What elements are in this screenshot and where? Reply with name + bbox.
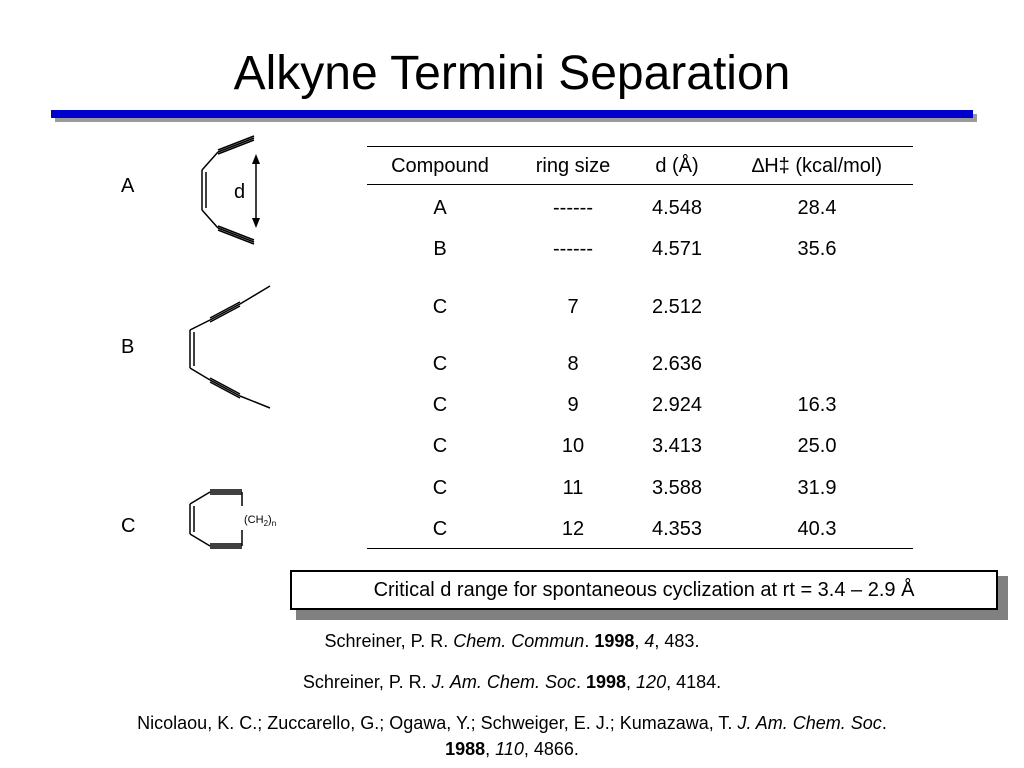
reference-2: Schreiner, P. R. J. Am. Chem. Soc. 1998, 120, 4184. bbox=[302, 672, 722, 692]
compound-c-structure bbox=[184, 484, 294, 554]
table-row: C 7 2.512 bbox=[432, 296, 703, 318]
table-header-rule bbox=[367, 184, 913, 185]
header-compound: Compound bbox=[391, 155, 489, 177]
table-row: C 9 2.924 16.3 bbox=[432, 394, 837, 416]
header-ring-size: ring size bbox=[535, 155, 611, 177]
compound-c-label: C bbox=[121, 515, 136, 537]
table-row: B ------ 4.571 35.6 bbox=[433, 238, 837, 260]
table-row: C 8 2.636 bbox=[432, 353, 703, 375]
compound-b-structure bbox=[182, 282, 282, 412]
title-rule bbox=[51, 110, 973, 118]
critical-range-callout: Critical d range for spontaneous cyclization at rt = 3.4 – 2.9 Å bbox=[290, 570, 998, 610]
reference-3: Nicolaou, K. C.; Zuccarello, G.; Ogawa, Y.; Schweiger, E. J.; Kumazawa, T. J. Am. Chem. Soc. 1988, 110, 4866. bbox=[137, 713, 887, 759]
compound-a-label: A bbox=[121, 175, 135, 197]
table-bottom-rule bbox=[367, 548, 913, 549]
table-header-row bbox=[367, 152, 913, 180]
distance-d-label: d bbox=[234, 181, 246, 203]
header-d: d (Å) bbox=[655, 155, 699, 177]
table-row: A ------ 4.548 28.4 bbox=[433, 197, 837, 219]
compound-b-label: B bbox=[121, 336, 135, 358]
header-dh: ∆H‡ (kcal/mol) bbox=[751, 155, 883, 177]
ch2-n-label: $(CH_2)_n$ bbox=[244, 514, 277, 529]
reference-1: Schreiner, P. R. Chem. Commun. 1998, 4, 483. bbox=[324, 631, 700, 651]
table-top-rule bbox=[367, 146, 913, 147]
table-row: C 10 3.413 25.0 bbox=[432, 435, 837, 457]
slide-title: Alkyne Termini Separation bbox=[233, 47, 791, 100]
table-row: C 12 4.353 40.3 bbox=[432, 518, 837, 540]
table-row: C 11 3.588 31.9 bbox=[432, 477, 837, 499]
